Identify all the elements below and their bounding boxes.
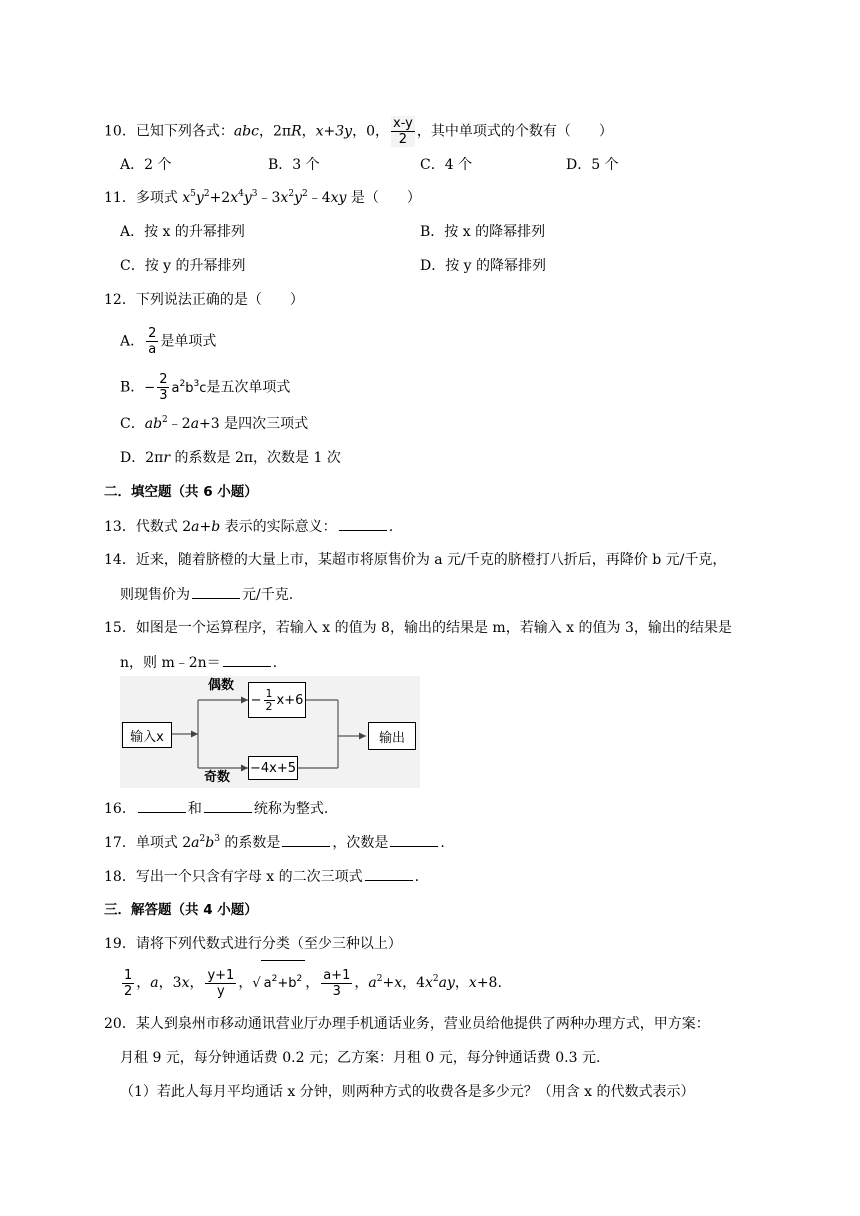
flow-even-box: − $\frac{1}{2}$ x+6 xyxy=(248,682,306,718)
flow-even-label: 偶数 xyxy=(208,678,235,693)
q11-stem: 11．多项式 $x^5y^2+2x^4y^3﹣3x^2y^2﹣4xy$ 是（ ） xyxy=(104,189,421,206)
q10-option-b: B．3 个 xyxy=(268,157,320,173)
answer-blank[interactable] xyxy=(282,832,330,847)
q20-line1: 20．某人到泉州市移动通讯营业厅办理手机通话业务，营业员给他提供了两种办理方式，甲方案： xyxy=(104,1016,710,1032)
q19-items: $\frac{1}{2}$ ，a，3x， $\frac{y+1}{y}$ ，√ $a^2+b^2$ ， $\frac{a+1}{3}$ ，$a^2+x$，$4x^2ay$，x+8. xyxy=(120,960,502,1007)
section-title-fill-in: 二．填空题（共 6 小题） xyxy=(104,484,258,500)
q12-option-b: B．− $\frac{2}{3}$ $a^2b^3c$是五次单项式 xyxy=(120,372,291,403)
flow-output-box: 输出 xyxy=(368,722,416,750)
q15-line2: n，则 m﹣2n＝ . xyxy=(120,652,277,673)
answer-blank[interactable] xyxy=(339,516,387,531)
q19-stem: 19．请将下列代数式进行分类（至少三种以上） xyxy=(104,936,402,952)
q12-stem: 12．下列说法正确的是（ ） xyxy=(104,292,304,308)
q12-option-d: D．2πr 的系数是 2π，次数是 1 次 xyxy=(120,450,341,466)
q13-stem: 13．代数式 2a+b 表示的实际意义： . xyxy=(104,516,393,537)
q12-option-a: A． $\frac{2}{a}$ 是单项式 xyxy=(120,326,217,357)
q10-option-a: A．2 个 xyxy=(120,157,172,173)
q15-line1: 15．如图是一个运算程序，若输入 x 的值为 8，输出的结果是 m，若输入 x 的值为 3，输出的结果是 xyxy=(104,620,732,636)
q20-sub1: （1）若此人每月平均通话 x 分钟，则两种方式的收费各是多少元？（用含 x 的代数式表示） xyxy=(120,1084,695,1100)
q12-option-c: C．$ab^2﹣2a+3$ 是四次三项式 xyxy=(120,415,309,432)
q10-option-c: C．4 个 xyxy=(420,157,473,173)
flow-odd-label: 奇数 xyxy=(204,770,231,785)
answer-blank[interactable] xyxy=(223,652,271,667)
q17-stem: 17．单项式 $2a^2b^3$ 的系数是 ，次数是 . xyxy=(104,834,445,851)
q14-line1: 14．近来，随着脐橙的大量上市，某超市将原售价为 a 元/千克的脐橙打八折后，再降价 b 元/千克， xyxy=(104,552,727,568)
answer-blank[interactable] xyxy=(390,832,438,847)
q11-option-d: D．按 y 的降幂排列 xyxy=(420,258,547,274)
q10-option-d: D．5 个 xyxy=(566,157,619,173)
answer-blank[interactable] xyxy=(365,866,413,881)
q14-line2: 则现售价为 元/千克. xyxy=(120,584,293,605)
q20-line2: 月租 9 元，每分钟通话费 0.2 元；乙方案：月租 0 元，每分钟通话费 0.3 元. xyxy=(120,1050,601,1066)
answer-blank[interactable] xyxy=(204,798,252,813)
q16-stem: 16． 和 统称为整式. xyxy=(104,798,328,819)
answer-blank[interactable] xyxy=(192,584,240,599)
q18-stem: 18．写出一个只含有字母 x 的二次三项式 . xyxy=(104,866,419,887)
q10-stem: 10．已知下列各式：abc，2πR，x+3y，0， $\frac{x-y}{2}$ ，其中单项式的个数有（ ） xyxy=(104,116,613,147)
flow-odd-box: − 4x+5 xyxy=(248,756,298,780)
q11-option-c: C．按 y 的升幂排列 xyxy=(120,258,246,274)
q11-option-a: A．按 x 的升幂排列 xyxy=(120,224,245,240)
section-title-solve: 三．解答题（共 4 小题） xyxy=(104,902,258,918)
answer-blank[interactable] xyxy=(138,798,186,813)
flow-diagram xyxy=(120,676,420,788)
q11-option-b: B．按 x 的降幂排列 xyxy=(420,224,546,240)
flow-input-box: 输入x xyxy=(122,722,172,748)
q10-fraction: $\frac{x-y}{2}$ xyxy=(393,116,413,147)
